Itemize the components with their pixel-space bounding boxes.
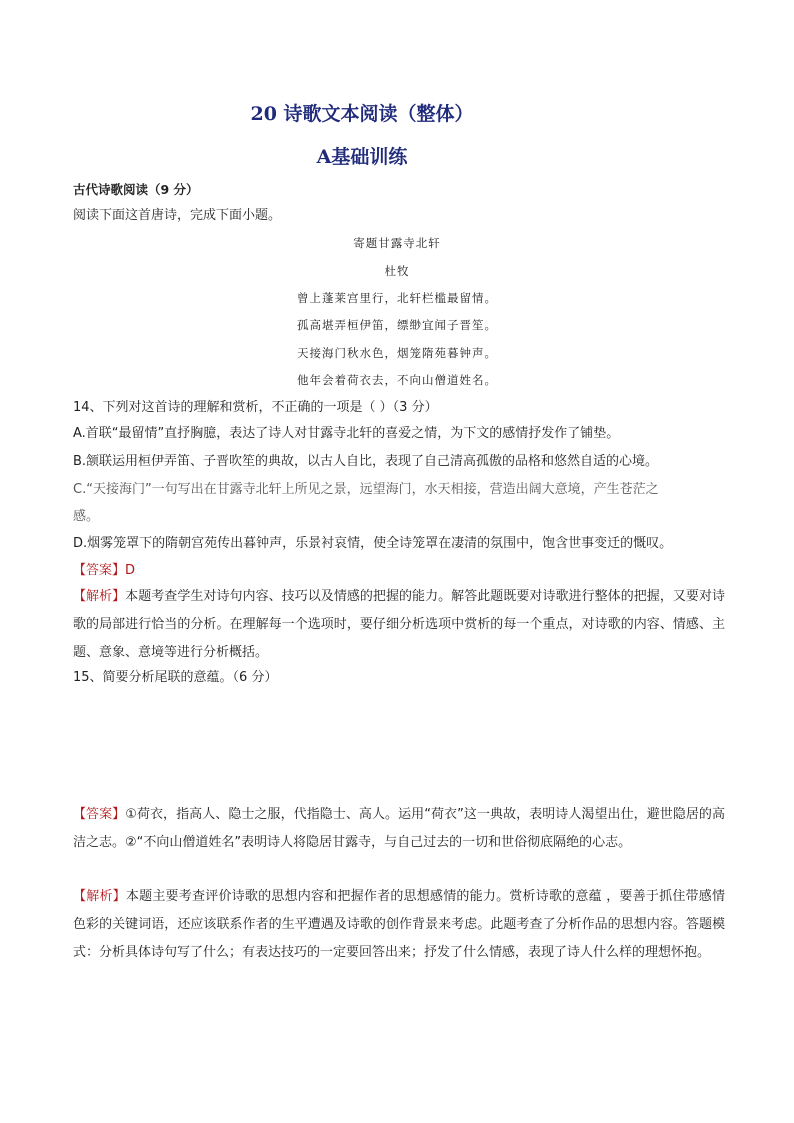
question-14-option-d: D.烟雾笼罩下的隋朝宫苑传出暮钟声，乐景衬哀情，使全诗笼罩在凄清的氛围中，饱含世事变迁的慨叹。 xyxy=(73,536,673,551)
analysis-text: 本题考查学生对诗句内容、技巧以及情感的把握的能力。解答此题既要对诗歌进行整体的把握，又要对诗歌的局部进行恰当的分析。在理解每一个选项时，要仔细分析选项中赏析的每一个重点，对诗歌的内容、情感、主题、意象、意境等进行分析概括。 xyxy=(73,589,725,660)
question-14-option-a: A.首联“最留情”直抒胸臆，表达了诗人对甘露寺北轩的喜爱之情，为下文的感情抒发作了铺垫。 xyxy=(73,426,620,441)
analysis-text: 本题主要考查评价诗歌的思想内容和把握作者的思想感情的能力。赏析诗歌的意蕴 ，要善于抓住带感情色彩的关键词语，还应该联系作者的生平遭遇及诗歌的创作背景来考虑。此题考查了分析作品的思想内容。答题模式：分析具体诗句写了什么；有表达技巧的一定要回答出来；抒发了什么情感，表现了诗人什么样的理想怀抱。 xyxy=(73,889,725,960)
analysis-tag: 【解析】 xyxy=(73,589,126,604)
poem-line-3: 天接海门秋水色，烟笼隋苑暮钟声。 xyxy=(297,346,497,360)
analysis-tag: 【解析】 xyxy=(73,889,126,904)
page-title: 20 诗歌文本阅读（整体） xyxy=(250,103,474,125)
question-15-analysis xyxy=(73,883,725,967)
poem-author: 杜牧 xyxy=(384,264,410,278)
section-heading: 古代诗歌阅读（9 分） xyxy=(73,182,199,197)
question-14-option-c-cont: 感。 xyxy=(73,509,100,524)
question-14-stem: 14、下列对这首诗的理解和赏析，不正确的一项是（ ）（3 分） xyxy=(73,400,438,415)
question-14-answer xyxy=(73,562,733,580)
question-14-analysis xyxy=(73,583,725,667)
page-subtitle: A基础训练 xyxy=(316,146,408,168)
answer-tag: 【答案】 xyxy=(73,563,126,578)
question-14-option-c: C.“天接海门”一句写出在甘露寺北轩上所见之景，远望海门，水天相接，营造出阔大意境，产生苍茫之 xyxy=(73,482,659,497)
poem-line-2: 孤高堪弄桓伊笛，缥缈宜闻子晋笙。 xyxy=(297,318,497,332)
question-15-stem: 15、简要分析尾联的意蕴。（6 分） xyxy=(73,670,278,685)
poem-line-4: 他年会着荷衣去，不向山僧道姓名。 xyxy=(297,373,497,387)
poem-title: 寄题甘露寺北轩 xyxy=(353,236,441,250)
answer-text: ①荷衣，指高人、隐士之服，代指隐士、高人。运用“荷衣”这一典故，表明诗人渴望出仕，避世隐居的高洁之志。②“不向山僧道姓名”表明诗人将隐居甘露寺，与自己过去的一切和世俗彻底隔绝的心志。 xyxy=(73,807,725,850)
answer-tag: 【答案】 xyxy=(73,807,126,822)
answer-value: D xyxy=(125,563,136,578)
question-15-answer xyxy=(73,801,725,857)
question-14-option-b: B.颔联运用桓伊弄笛、子晋吹笙的典故，以古人自比，表现了自己清高孤傲的品格和悠然自适的心境。 xyxy=(73,454,659,469)
poem-line-1: 曾上蓬莱宫里行，北轩栏槛最留情。 xyxy=(297,291,497,305)
instruction-text: 阅读下面这首唐诗，完成下面小题。 xyxy=(73,208,282,223)
